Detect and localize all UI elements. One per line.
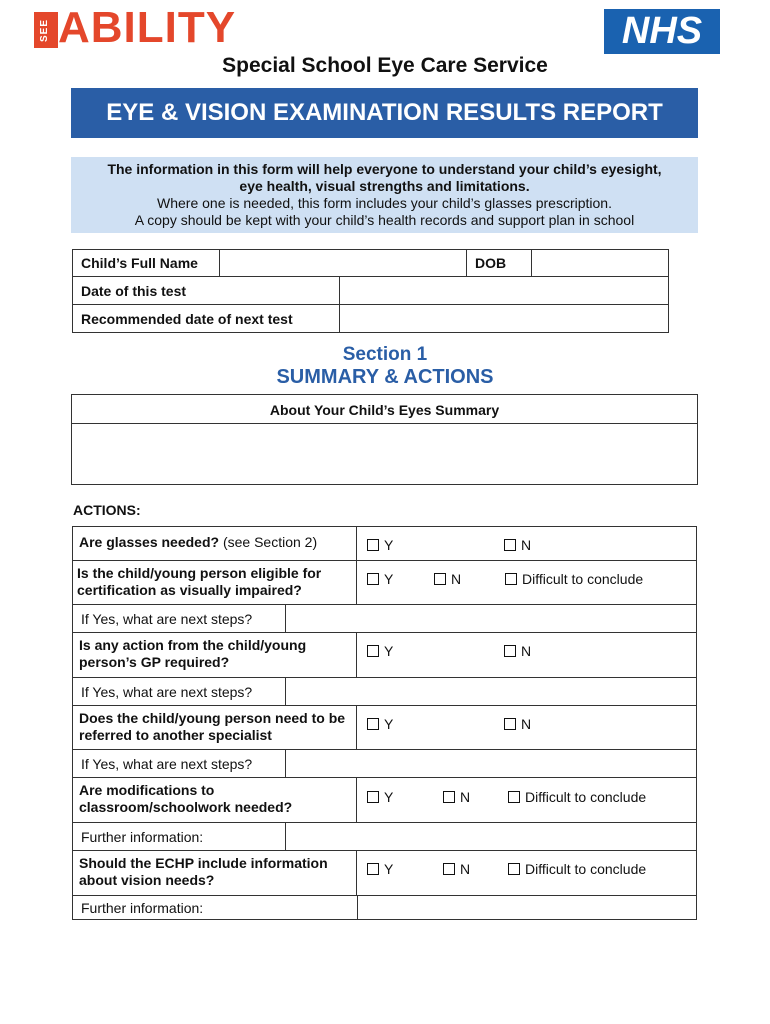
checkbox-icon[interactable]	[367, 718, 379, 730]
specialist-no-option[interactable]	[504, 716, 531, 732]
difficult-label: Difficult to conclude	[522, 571, 644, 587]
checkbox-icon[interactable]	[367, 863, 379, 875]
actions-heading: ACTIONS:	[73, 502, 141, 518]
section-title: SUMMARY & ACTIONS	[276, 366, 494, 388]
no-label: N	[521, 716, 532, 732]
next-date-field[interactable]	[339, 304, 669, 333]
vi-next-steps-field[interactable]	[285, 604, 697, 633]
modifications-further-field[interactable]	[285, 822, 697, 851]
echp-difficult-option[interactable]	[508, 861, 646, 877]
specialist-yes-option[interactable]	[367, 716, 393, 732]
test-date-label: Date of this test	[72, 276, 340, 305]
checkbox-icon[interactable]	[367, 573, 379, 585]
modifications-yes-option[interactable]	[367, 789, 393, 805]
vi-yes-option[interactable]	[367, 571, 393, 587]
checkbox-icon[interactable]	[504, 718, 516, 730]
difficult-label: Difficult to conclude	[525, 789, 647, 805]
checkbox-icon[interactable]	[505, 573, 517, 585]
section-number: Section 1	[342, 344, 428, 365]
difficult-label: Difficult to conclude	[525, 861, 647, 877]
modifications-no-option[interactable]	[443, 789, 470, 805]
checkbox-icon[interactable]	[367, 539, 379, 551]
intro-line-1: The information in this form will help everyone to understand your child’s eyesight,	[107, 161, 662, 177]
name-label: Child’s Full Name	[72, 249, 220, 277]
question-glasses	[72, 526, 357, 561]
no-label: N	[460, 789, 471, 805]
question-glasses-note: (see Section 2)	[219, 534, 318, 550]
modifications-further-label: Further information:	[72, 822, 286, 851]
yes-label: Y	[384, 789, 394, 805]
no-label: N	[521, 537, 532, 553]
summary-heading: About Your Child’s Eyes Summary	[71, 394, 698, 424]
echp-no-option[interactable]	[443, 861, 470, 877]
seeability-logo-see: SEE	[34, 12, 58, 48]
checkbox-icon[interactable]	[443, 791, 455, 803]
vi-difficult-option[interactable]	[505, 571, 643, 587]
seeability-logo: ABILITY	[58, 3, 237, 52]
yes-label: Y	[384, 571, 394, 587]
modifications-difficult-option[interactable]	[508, 789, 646, 805]
yes-label: Y	[384, 537, 394, 553]
question-vi-certification: Is the child/young person eligible for certification as visually impaired?	[72, 560, 357, 605]
intro-line-3: Where one is needed, this form includes your child’s glasses prescription.	[157, 195, 612, 211]
test-date-field[interactable]	[339, 276, 669, 305]
report-title: EYE & VISION EXAMINATION RESULTS REPORT	[71, 88, 698, 138]
yes-label: Y	[384, 716, 394, 732]
intro-line-4: A copy should be kept with your child’s health records and support plan in school	[134, 212, 635, 228]
glasses-no-option[interactable]	[504, 537, 531, 553]
vi-no-option[interactable]	[434, 571, 461, 587]
nhs-logo: NHS	[604, 9, 720, 54]
question-specialist-referral: Does the child/young person need to be referred to another specialist	[72, 705, 357, 750]
glasses-yes-option[interactable]	[367, 537, 393, 553]
yes-label: Y	[384, 643, 394, 659]
checkbox-icon[interactable]	[443, 863, 455, 875]
checkbox-icon[interactable]	[508, 791, 520, 803]
service-title: Special School Eye Care Service	[222, 54, 548, 77]
dob-label: DOB	[466, 249, 532, 277]
checkbox-icon[interactable]	[434, 573, 446, 585]
question-echp-vision: Should the ECHP include information about vision needs?	[72, 850, 357, 896]
echp-further-label: Further information:	[72, 895, 358, 920]
specialist-next-steps-label: If Yes, what are next steps?	[72, 749, 286, 778]
specialist-next-steps-field[interactable]	[285, 749, 697, 778]
echp-yes-option[interactable]	[367, 861, 393, 877]
checkbox-icon[interactable]	[504, 539, 516, 551]
question-glasses-bold: Are glasses needed?	[79, 534, 220, 550]
no-label: N	[460, 861, 471, 877]
checkbox-icon[interactable]	[367, 645, 379, 657]
dob-field[interactable]	[531, 249, 669, 277]
gp-yes-option[interactable]	[367, 643, 393, 659]
question-classroom-modifications: Are modifications to classroom/schoolwork needed?	[72, 777, 357, 823]
vi-next-steps-label: If Yes, what are next steps?	[72, 604, 286, 633]
no-label: N	[451, 571, 462, 587]
gp-next-steps-field[interactable]	[285, 677, 697, 706]
intro-line-2: eye health, visual strengths and limitations.	[239, 178, 530, 194]
checkbox-icon[interactable]	[508, 863, 520, 875]
echp-further-field[interactable]	[357, 895, 697, 920]
yes-label: Y	[384, 861, 394, 877]
summary-field[interactable]	[71, 423, 698, 485]
gp-next-steps-label: If Yes, what are next steps?	[72, 677, 286, 706]
intro-box	[71, 157, 698, 233]
next-date-label: Recommended date of next test	[72, 304, 340, 333]
checkbox-icon[interactable]	[367, 791, 379, 803]
name-field[interactable]	[219, 249, 467, 277]
no-label: N	[521, 643, 532, 659]
question-gp-action: Is any action from the child/young person’s GP required?	[72, 632, 357, 678]
gp-no-option[interactable]	[504, 643, 531, 659]
checkbox-icon[interactable]	[504, 645, 516, 657]
